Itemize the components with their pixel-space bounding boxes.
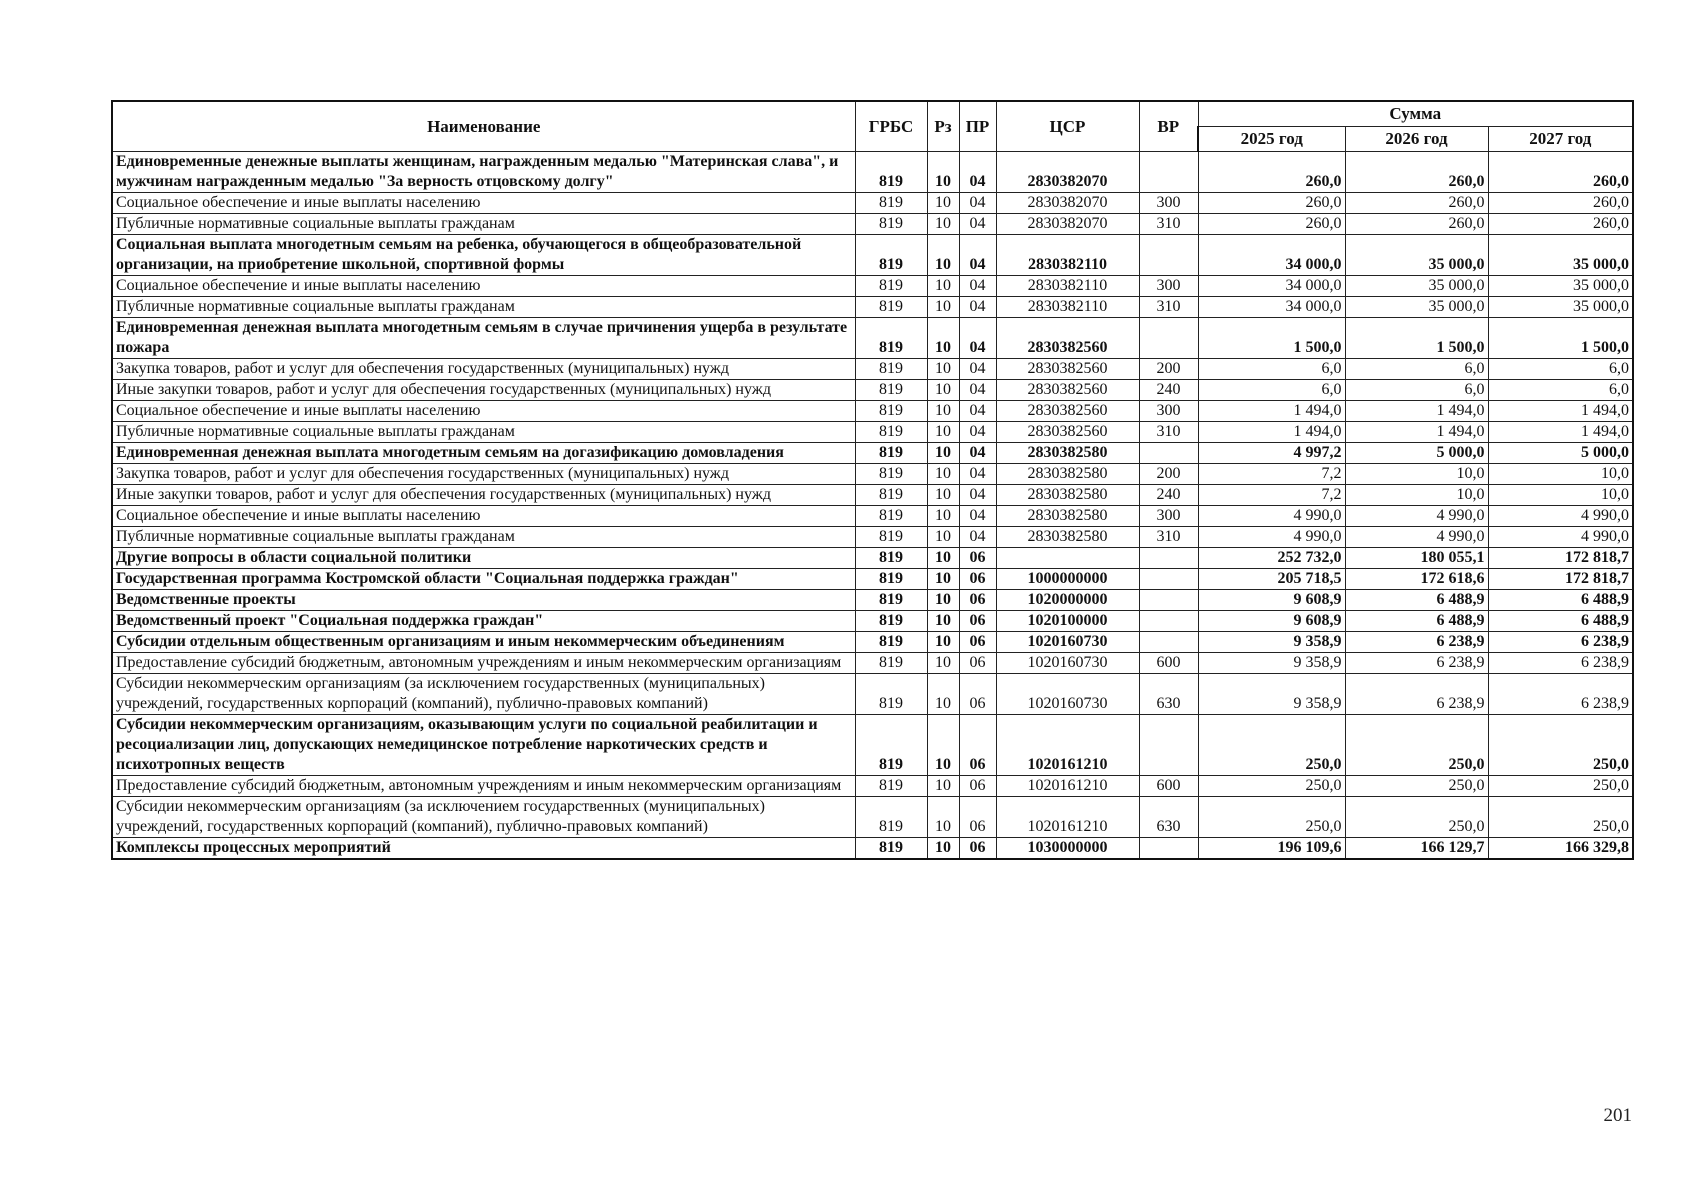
- cell-sum-2025: 260,0: [1198, 152, 1345, 193]
- cell-sum-2027: 250,0: [1488, 776, 1633, 797]
- cell-sum-2026: 260,0: [1345, 214, 1488, 235]
- cell-csr: 2830382070: [996, 193, 1139, 214]
- table-row: [112, 318, 1633, 359]
- cell-vr: [1139, 632, 1198, 653]
- cell-csr: 1020161210: [996, 715, 1139, 776]
- cell-name: Ведомственный проект "Социальная поддержка граждан": [112, 611, 855, 632]
- cell-vr: [1139, 715, 1198, 776]
- cell-pr: 04: [959, 235, 996, 276]
- cell-csr: 2830382070: [996, 152, 1139, 193]
- cell-vr: 310: [1139, 527, 1198, 548]
- cell-pr: 04: [959, 443, 996, 464]
- cell-rz: 10: [927, 527, 959, 548]
- cell-pr: 04: [959, 193, 996, 214]
- cell-name: Публичные нормативные социальные выплаты гражданам: [112, 214, 855, 235]
- table-row: [112, 569, 1633, 590]
- cell-sum-2027: 35 000,0: [1488, 297, 1633, 318]
- cell-sum-2025: 9 358,9: [1198, 632, 1345, 653]
- cell-rz: 10: [927, 318, 959, 359]
- cell-vr: 240: [1139, 485, 1198, 506]
- cell-vr: 200: [1139, 359, 1198, 380]
- header-vr: ВР: [1139, 101, 1198, 152]
- cell-name: Единовременная денежная выплата многодетным семьям в случае причинения ущерба в результате пожара: [112, 318, 855, 359]
- cell-sum-2027: 6,0: [1488, 359, 1633, 380]
- cell-pr: 04: [959, 152, 996, 193]
- cell-sum-2027: 260,0: [1488, 152, 1633, 193]
- cell-sum-2026: 35 000,0: [1345, 235, 1488, 276]
- table-row: [112, 590, 1633, 611]
- cell-name: Публичные нормативные социальные выплаты гражданам: [112, 422, 855, 443]
- cell-vr: 310: [1139, 297, 1198, 318]
- cell-csr: 2830382580: [996, 443, 1139, 464]
- cell-grbs: 819: [855, 152, 927, 193]
- cell-vr: [1139, 838, 1198, 860]
- cell-vr: [1139, 318, 1198, 359]
- cell-vr: 310: [1139, 422, 1198, 443]
- cell-sum-2025: 34 000,0: [1198, 235, 1345, 276]
- cell-sum-2026: 6 238,9: [1345, 632, 1488, 653]
- table-row: [112, 152, 1633, 193]
- cell-sum-2025: 6,0: [1198, 359, 1345, 380]
- cell-name: Закупка товаров, работ и услуг для обеспечения государственных (муниципальных) нужд: [112, 464, 855, 485]
- cell-csr: 2830382560: [996, 401, 1139, 422]
- cell-sum-2025: 6,0: [1198, 380, 1345, 401]
- table-row: [112, 297, 1633, 318]
- cell-rz: 10: [927, 674, 959, 715]
- cell-sum-2026: 1 494,0: [1345, 422, 1488, 443]
- header-grbs: ГРБС: [855, 101, 927, 152]
- cell-sum-2026: 260,0: [1345, 193, 1488, 214]
- cell-csr: 1000000000: [996, 569, 1139, 590]
- cell-pr: 06: [959, 548, 996, 569]
- cell-sum-2026: 250,0: [1345, 715, 1488, 776]
- cell-sum-2025: 252 732,0: [1198, 548, 1345, 569]
- cell-sum-2026: 4 990,0: [1345, 506, 1488, 527]
- cell-csr: 2830382070: [996, 214, 1139, 235]
- cell-rz: 10: [927, 297, 959, 318]
- cell-sum-2026: 166 129,7: [1345, 838, 1488, 860]
- cell-grbs: 819: [855, 401, 927, 422]
- cell-vr: [1139, 569, 1198, 590]
- cell-pr: 06: [959, 611, 996, 632]
- cell-vr: 300: [1139, 506, 1198, 527]
- table-body: [112, 152, 1633, 860]
- cell-grbs: 819: [855, 506, 927, 527]
- cell-sum-2026: 35 000,0: [1345, 276, 1488, 297]
- cell-sum-2027: 1 494,0: [1488, 422, 1633, 443]
- cell-sum-2025: 34 000,0: [1198, 276, 1345, 297]
- cell-grbs: 819: [855, 297, 927, 318]
- cell-csr: 2830382110: [996, 297, 1139, 318]
- header-year-2026: 2026 год: [1345, 127, 1488, 152]
- cell-sum-2027: 35 000,0: [1488, 235, 1633, 276]
- cell-sum-2025: 1 500,0: [1198, 318, 1345, 359]
- cell-sum-2026: 6,0: [1345, 359, 1488, 380]
- cell-csr: 1020161210: [996, 776, 1139, 797]
- cell-grbs: 819: [855, 485, 927, 506]
- cell-grbs: 819: [855, 715, 927, 776]
- cell-rz: 10: [927, 235, 959, 276]
- table-row: [112, 422, 1633, 443]
- cell-csr: 2830382110: [996, 235, 1139, 276]
- table-row: [112, 527, 1633, 548]
- cell-rz: 10: [927, 776, 959, 797]
- cell-pr: 06: [959, 569, 996, 590]
- cell-vr: [1139, 590, 1198, 611]
- cell-pr: 06: [959, 797, 996, 838]
- cell-sum-2026: 6 488,9: [1345, 590, 1488, 611]
- cell-rz: 10: [927, 506, 959, 527]
- cell-pr: 06: [959, 776, 996, 797]
- cell-sum-2025: 205 718,5: [1198, 569, 1345, 590]
- cell-sum-2025: 250,0: [1198, 776, 1345, 797]
- cell-sum-2025: 250,0: [1198, 715, 1345, 776]
- cell-csr: 1030000000: [996, 838, 1139, 860]
- cell-sum-2027: 35 000,0: [1488, 276, 1633, 297]
- cell-rz: 10: [927, 653, 959, 674]
- cell-grbs: 819: [855, 611, 927, 632]
- cell-pr: 06: [959, 674, 996, 715]
- table-row: [112, 632, 1633, 653]
- cell-grbs: 819: [855, 653, 927, 674]
- cell-grbs: 819: [855, 797, 927, 838]
- cell-vr: 600: [1139, 776, 1198, 797]
- cell-sum-2027: 6,0: [1488, 380, 1633, 401]
- cell-sum-2027: 172 818,7: [1488, 569, 1633, 590]
- cell-pr: 04: [959, 401, 996, 422]
- cell-pr: 04: [959, 506, 996, 527]
- cell-name: Государственная программа Костромской области "Социальная поддержка граждан": [112, 569, 855, 590]
- cell-vr: 300: [1139, 401, 1198, 422]
- cell-grbs: 819: [855, 776, 927, 797]
- table-row: [112, 776, 1633, 797]
- cell-vr: [1139, 548, 1198, 569]
- cell-rz: 10: [927, 380, 959, 401]
- cell-pr: 06: [959, 715, 996, 776]
- cell-name: Другие вопросы в области социальной политики: [112, 548, 855, 569]
- cell-grbs: 819: [855, 193, 927, 214]
- table-row: [112, 485, 1633, 506]
- table-row: [112, 838, 1633, 860]
- table-row: [112, 653, 1633, 674]
- cell-vr: 200: [1139, 464, 1198, 485]
- cell-rz: 10: [927, 276, 959, 297]
- cell-name: Ведомственные проекты: [112, 590, 855, 611]
- cell-sum-2026: 4 990,0: [1345, 527, 1488, 548]
- cell-sum-2027: 5 000,0: [1488, 443, 1633, 464]
- cell-rz: 10: [927, 715, 959, 776]
- cell-rz: 10: [927, 214, 959, 235]
- cell-vr: [1139, 235, 1198, 276]
- cell-vr: 310: [1139, 214, 1198, 235]
- cell-pr: 04: [959, 276, 996, 297]
- cell-rz: 10: [927, 797, 959, 838]
- cell-sum-2025: 1 494,0: [1198, 401, 1345, 422]
- budget-table: [111, 100, 1634, 860]
- cell-sum-2025: 260,0: [1198, 193, 1345, 214]
- cell-sum-2027: 10,0: [1488, 485, 1633, 506]
- cell-name: Единовременные денежные выплаты женщинам, награжденным медалью "Материнская слава", и мужчинам награжденным медалью "За верность отцовскому долгу": [112, 152, 855, 193]
- header-sum: Сумма: [1198, 101, 1633, 127]
- cell-name: Публичные нормативные социальные выплаты гражданам: [112, 297, 855, 318]
- cell-sum-2026: 1 494,0: [1345, 401, 1488, 422]
- table-row: [112, 797, 1633, 838]
- cell-rz: 10: [927, 464, 959, 485]
- table-row: [112, 548, 1633, 569]
- cell-rz: 10: [927, 422, 959, 443]
- table-row: [112, 276, 1633, 297]
- table-row: [112, 443, 1633, 464]
- cell-vr: 600: [1139, 653, 1198, 674]
- cell-sum-2026: 250,0: [1345, 797, 1488, 838]
- table-row: [112, 359, 1633, 380]
- cell-name: Закупка товаров, работ и услуг для обеспечения государственных (муниципальных) нужд: [112, 359, 855, 380]
- table-row: [112, 380, 1633, 401]
- cell-sum-2027: 1 500,0: [1488, 318, 1633, 359]
- table-row: [112, 193, 1633, 214]
- cell-sum-2026: 172 618,6: [1345, 569, 1488, 590]
- cell-rz: 10: [927, 193, 959, 214]
- cell-pr: 06: [959, 838, 996, 860]
- cell-csr: 2830382580: [996, 485, 1139, 506]
- page-number: 201: [1603, 1105, 1632, 1126]
- cell-rz: 10: [927, 632, 959, 653]
- cell-grbs: 819: [855, 590, 927, 611]
- cell-sum-2026: 10,0: [1345, 464, 1488, 485]
- table-row: [112, 401, 1633, 422]
- cell-sum-2025: 4 990,0: [1198, 527, 1345, 548]
- cell-grbs: 819: [855, 632, 927, 653]
- cell-vr: 240: [1139, 380, 1198, 401]
- cell-sum-2027: 6 238,9: [1488, 653, 1633, 674]
- cell-grbs: 819: [855, 464, 927, 485]
- cell-sum-2027: 4 990,0: [1488, 527, 1633, 548]
- cell-sum-2025: 260,0: [1198, 214, 1345, 235]
- cell-grbs: 819: [855, 527, 927, 548]
- cell-vr: 300: [1139, 276, 1198, 297]
- cell-grbs: 819: [855, 380, 927, 401]
- cell-sum-2027: 250,0: [1488, 715, 1633, 776]
- cell-pr: 04: [959, 380, 996, 401]
- cell-pr: 04: [959, 214, 996, 235]
- cell-vr: 630: [1139, 797, 1198, 838]
- cell-sum-2027: 6 488,9: [1488, 611, 1633, 632]
- cell-name: Социальное обеспечение и иные выплаты населению: [112, 506, 855, 527]
- header-pr: ПР: [959, 101, 996, 152]
- cell-sum-2026: 6 238,9: [1345, 653, 1488, 674]
- cell-name: Предоставление субсидий бюджетным, автономным учреждениям и иным некоммерческим организациям: [112, 776, 855, 797]
- cell-grbs: 819: [855, 443, 927, 464]
- cell-name: Социальная выплата многодетным семьям на ребенка, обучающегося в общеобразовательной организации, на приобретение школьной, спортивной формы: [112, 235, 855, 276]
- cell-vr: 300: [1139, 193, 1198, 214]
- cell-pr: 06: [959, 632, 996, 653]
- table-row: [112, 674, 1633, 715]
- cell-sum-2025: 7,2: [1198, 464, 1345, 485]
- cell-csr: 1020160730: [996, 653, 1139, 674]
- cell-sum-2026: 250,0: [1345, 776, 1488, 797]
- cell-rz: 10: [927, 838, 959, 860]
- cell-csr: 1020161210: [996, 797, 1139, 838]
- cell-pr: 04: [959, 318, 996, 359]
- cell-grbs: 819: [855, 235, 927, 276]
- cell-sum-2026: 1 500,0: [1345, 318, 1488, 359]
- cell-sum-2027: 172 818,7: [1488, 548, 1633, 569]
- cell-csr: 2830382560: [996, 380, 1139, 401]
- cell-name: Социальное обеспечение и иные выплаты населению: [112, 401, 855, 422]
- cell-name: Социальное обеспечение и иные выплаты населению: [112, 193, 855, 214]
- cell-grbs: 819: [855, 359, 927, 380]
- cell-rz: 10: [927, 401, 959, 422]
- cell-csr: [996, 548, 1139, 569]
- cell-grbs: 819: [855, 674, 927, 715]
- cell-name: Субсидии отдельным общественным организациям и иным некоммерческим объединениям: [112, 632, 855, 653]
- cell-sum-2025: 250,0: [1198, 797, 1345, 838]
- cell-name: Иные закупки товаров, работ и услуг для обеспечения государственных (муниципальных) нужд: [112, 380, 855, 401]
- cell-pr: 04: [959, 422, 996, 443]
- cell-rz: 10: [927, 590, 959, 611]
- cell-pr: 04: [959, 297, 996, 318]
- cell-pr: 04: [959, 359, 996, 380]
- table-row: [112, 235, 1633, 276]
- cell-rz: 10: [927, 611, 959, 632]
- cell-grbs: 819: [855, 422, 927, 443]
- cell-sum-2025: 196 109,6: [1198, 838, 1345, 860]
- table-row: [112, 464, 1633, 485]
- cell-sum-2025: 34 000,0: [1198, 297, 1345, 318]
- cell-sum-2025: 4 990,0: [1198, 506, 1345, 527]
- cell-grbs: 819: [855, 214, 927, 235]
- header-csr: ЦСР: [996, 101, 1139, 152]
- header-name: Наименование: [112, 101, 855, 152]
- cell-grbs: 819: [855, 569, 927, 590]
- cell-sum-2027: 6 488,9: [1488, 590, 1633, 611]
- cell-grbs: 819: [855, 838, 927, 860]
- table-row: [112, 715, 1633, 776]
- cell-csr: 1020160730: [996, 632, 1139, 653]
- cell-rz: 10: [927, 569, 959, 590]
- cell-vr: [1139, 443, 1198, 464]
- cell-pr: 04: [959, 485, 996, 506]
- cell-sum-2025: 1 494,0: [1198, 422, 1345, 443]
- cell-csr: 2830382560: [996, 318, 1139, 359]
- cell-vr: [1139, 152, 1198, 193]
- cell-sum-2027: 1 494,0: [1488, 401, 1633, 422]
- cell-sum-2026: 35 000,0: [1345, 297, 1488, 318]
- cell-name: Публичные нормативные социальные выплаты гражданам: [112, 527, 855, 548]
- cell-name: Субсидии некоммерческим организациям, оказывающим услуги по социальной реабилитации и ресоциализации лиц, допускающих немедицинское потребление наркотических средств и психотропных веществ: [112, 715, 855, 776]
- cell-name: Социальное обеспечение и иные выплаты населению: [112, 276, 855, 297]
- cell-sum-2025: 9 608,9: [1198, 611, 1345, 632]
- cell-sum-2027: 6 238,9: [1488, 674, 1633, 715]
- cell-sum-2025: 7,2: [1198, 485, 1345, 506]
- cell-sum-2025: 9 358,9: [1198, 653, 1345, 674]
- cell-csr: 1020160730: [996, 674, 1139, 715]
- cell-sum-2027: 260,0: [1488, 193, 1633, 214]
- cell-rz: 10: [927, 485, 959, 506]
- cell-pr: 06: [959, 653, 996, 674]
- cell-csr: 2830382580: [996, 527, 1139, 548]
- header-year-2025: 2025 год: [1198, 127, 1345, 152]
- cell-sum-2026: 6 238,9: [1345, 674, 1488, 715]
- cell-sum-2027: 166 329,8: [1488, 838, 1633, 860]
- cell-sum-2027: 260,0: [1488, 214, 1633, 235]
- cell-rz: 10: [927, 152, 959, 193]
- cell-name: Единовременная денежная выплата многодетным семьям на догазификацию домовладения: [112, 443, 855, 464]
- cell-vr: [1139, 611, 1198, 632]
- cell-sum-2026: 260,0: [1345, 152, 1488, 193]
- cell-sum-2025: 9 608,9: [1198, 590, 1345, 611]
- cell-vr: 630: [1139, 674, 1198, 715]
- cell-name: Комплексы процессных мероприятий: [112, 838, 855, 860]
- table-row: [112, 214, 1633, 235]
- cell-name: Субсидии некоммерческим организациям (за исключением государственных (муниципальных) учреждений, государственных корпораций (компаний), публично-правовых компаний): [112, 674, 855, 715]
- cell-sum-2026: 180 055,1: [1345, 548, 1488, 569]
- cell-csr: 2830382110: [996, 276, 1139, 297]
- header-year-2027: 2027 год: [1488, 127, 1633, 152]
- header-rz: Рз: [927, 101, 959, 152]
- cell-pr: 04: [959, 527, 996, 548]
- table-row: [112, 506, 1633, 527]
- cell-sum-2027: 4 990,0: [1488, 506, 1633, 527]
- table-header: [112, 101, 1633, 152]
- cell-csr: 1020000000: [996, 590, 1139, 611]
- cell-name: Субсидии некоммерческим организациям (за исключением государственных (муниципальных) учреждений, государственных корпораций (компаний), публично-правовых компаний): [112, 797, 855, 838]
- cell-sum-2025: 4 997,2: [1198, 443, 1345, 464]
- cell-sum-2026: 6,0: [1345, 380, 1488, 401]
- cell-rz: 10: [927, 359, 959, 380]
- cell-pr: 06: [959, 590, 996, 611]
- cell-sum-2027: 10,0: [1488, 464, 1633, 485]
- cell-grbs: 819: [855, 318, 927, 359]
- cell-grbs: 819: [855, 548, 927, 569]
- cell-rz: 10: [927, 443, 959, 464]
- cell-grbs: 819: [855, 276, 927, 297]
- cell-sum-2027: 250,0: [1488, 797, 1633, 838]
- cell-csr: 2830382580: [996, 464, 1139, 485]
- cell-sum-2025: 9 358,9: [1198, 674, 1345, 715]
- cell-csr: 2830382560: [996, 422, 1139, 443]
- cell-sum-2026: 10,0: [1345, 485, 1488, 506]
- cell-pr: 04: [959, 464, 996, 485]
- table-row: [112, 611, 1633, 632]
- cell-sum-2027: 6 238,9: [1488, 632, 1633, 653]
- cell-csr: 2830382560: [996, 359, 1139, 380]
- cell-sum-2026: 5 000,0: [1345, 443, 1488, 464]
- cell-rz: 10: [927, 548, 959, 569]
- cell-name: Иные закупки товаров, работ и услуг для обеспечения государственных (муниципальных) нужд: [112, 485, 855, 506]
- cell-sum-2026: 6 488,9: [1345, 611, 1488, 632]
- cell-name: Предоставление субсидий бюджетным, автономным учреждениям и иным некоммерческим организациям: [112, 653, 855, 674]
- cell-csr: 2830382580: [996, 506, 1139, 527]
- cell-csr: 1020100000: [996, 611, 1139, 632]
